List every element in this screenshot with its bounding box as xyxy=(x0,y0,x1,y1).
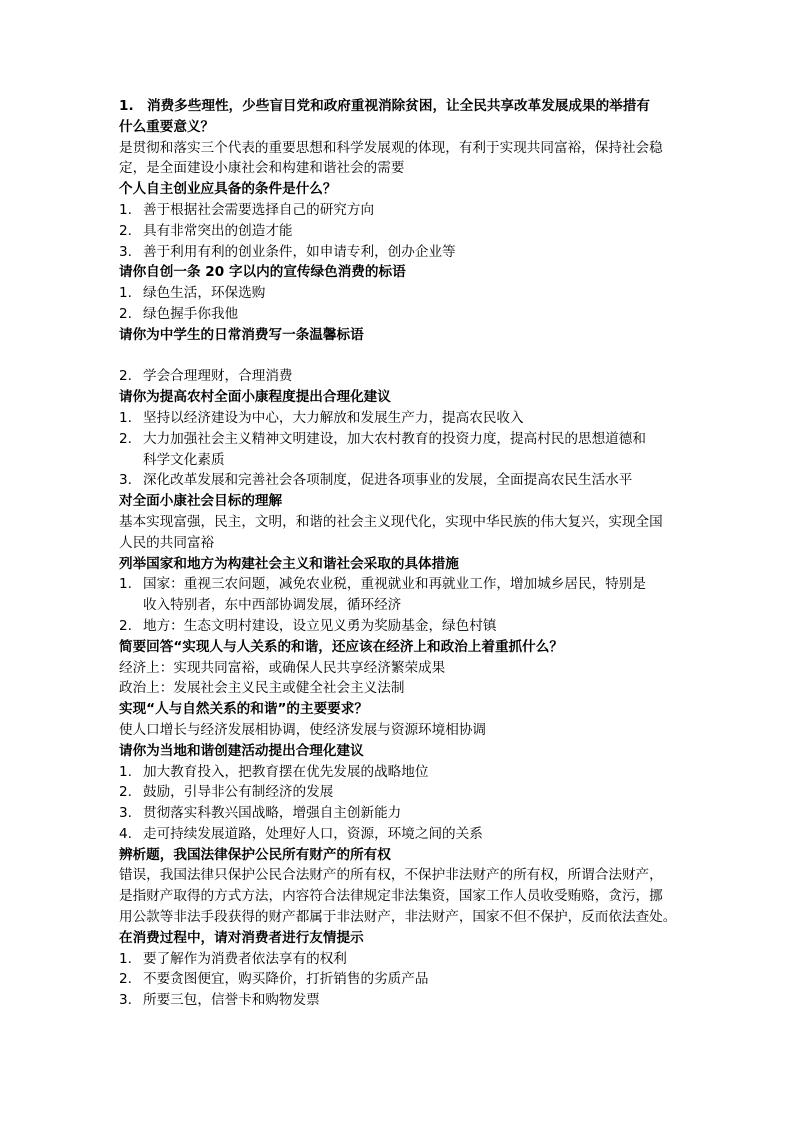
list-number: 2. xyxy=(119,305,132,322)
list-item xyxy=(119,782,679,803)
list-item xyxy=(119,949,679,970)
list-text-line-2: 科学文化素质 xyxy=(143,451,225,468)
question-8-answer-line-2: 政治上：发展社会主义民主或健全社会主义法制 xyxy=(119,680,405,697)
list-number: 1. xyxy=(119,201,132,218)
list-number: 3. xyxy=(119,472,132,489)
list-item xyxy=(119,221,679,242)
list-number: 1. xyxy=(119,409,132,426)
list-item xyxy=(119,283,679,304)
list-text: 加大教育投入，把教育摆在优先发展的战略地位 xyxy=(143,763,429,780)
question-3-title: 请你自创一条 20 字以内的宣传绿色消费的标语 xyxy=(119,264,406,281)
list-item xyxy=(119,429,679,471)
question-1-title-line-1: 消费多些理性，少些盲目党和政府重视消除贫困，让全民共享改革发展成果的举措有 xyxy=(147,98,650,114)
list-number: 3. xyxy=(119,805,132,822)
list-text: 贯彻落实科教兴国战略，增强自主创新能力 xyxy=(143,805,402,822)
question-1-title-line-2: 什么重要意义？ xyxy=(119,118,215,135)
list-number: 1. xyxy=(119,950,132,967)
question-10-title: 请你为当地和谐创建活动提出合理化建议 xyxy=(119,742,364,759)
document-body xyxy=(119,96,679,1011)
question-1-answer-line-1: 是贯彻和落实三个代表的重要思想和科学发展观的体现，有利于实现共同富裕，保持社会稳 xyxy=(119,139,663,156)
list-item xyxy=(119,990,679,1011)
list-text: 地方：生态文明村建设，设立见义勇为奖励基金，绿色村镇 xyxy=(143,617,497,634)
list-item xyxy=(119,616,679,637)
list-number: 2. xyxy=(119,784,132,801)
question-6-answer-line-2: 人民的共同富裕 xyxy=(119,534,215,551)
list-number: 1. xyxy=(119,285,132,302)
list-item xyxy=(119,200,679,221)
list-number: 2. xyxy=(119,430,132,447)
question-8-answer-line-1: 经济上：实现共同富裕，或确保人民共享经济繁荣成果 xyxy=(119,659,446,676)
list-item xyxy=(119,408,679,429)
list-text: 所要三包，信誉卡和购物发票 xyxy=(143,992,320,1009)
question-6-answer-line-1: 基本实现富强，民主，文明，和谐的社会主义现代化，实现中华民族的伟大复兴，实现全国 xyxy=(119,513,663,530)
list-item xyxy=(119,470,679,491)
question-12-title: 在消费过程中，请对消费者进行友情提示 xyxy=(119,929,364,946)
question-1-title xyxy=(119,96,679,117)
list-text: 绿色握手你我他 xyxy=(143,305,239,322)
blank-line xyxy=(119,346,679,367)
list-item xyxy=(119,824,679,845)
list-number: 3. xyxy=(119,992,132,1009)
list-text-line-2: 收入特别者，东中西部协调发展，循环经济 xyxy=(143,597,402,614)
question-5-title: 请你为提高农村全面小康程度提出合理化建议 xyxy=(119,389,391,406)
question-4-title: 请你为中学生的日常消费写一条温馨标语 xyxy=(119,326,364,343)
question-1-answer-line-2: 定，是全面建设小康社会和构建和谐社会的需要 xyxy=(119,160,405,177)
list-number: 2. xyxy=(119,222,132,239)
list-item xyxy=(119,366,679,387)
list-text: 要了解作为消费者依法享有的权利 xyxy=(143,950,347,967)
list-item xyxy=(119,803,679,824)
list-text-line-1: 国家：重视三农问题，减免农业税，重视就业和再就业工作，增加城乡居民，特别是 xyxy=(143,576,646,593)
question-11-title: 辨析题，我国法律保护公民所有财产的所有权 xyxy=(119,846,391,863)
list-text: 学会合理理财，合理消费 xyxy=(143,368,293,385)
list-number: 2. xyxy=(119,368,132,385)
question-11-answer-line-3: 用公款等非法手段获得的财产都属于非法财产，非法财产，国家不但不保护，反而依法查处。 xyxy=(119,909,677,926)
list-text: 具有非常突出的创造才能 xyxy=(143,222,293,239)
question-2-title: 个人自主创业应具备的条件是什么？ xyxy=(119,181,337,198)
list-text: 鼓励，引导非公有制经济的发展 xyxy=(143,784,334,801)
list-text: 坚持以经济建设为中心，大力解放和发展生产力，提高农民收入 xyxy=(143,409,524,426)
list-text: 不要贪图便宜，购买降价，打折销售的劣质产品 xyxy=(143,971,429,988)
list-number: 2. xyxy=(119,971,132,988)
list-number: 4. xyxy=(119,825,132,842)
list-item xyxy=(119,242,679,263)
list-item xyxy=(119,304,679,325)
list-text-line-1: 大力加强社会主义精神文明建设，加大农村教育的投资力度，提高村民的思想道德和 xyxy=(143,430,646,447)
list-item xyxy=(119,574,679,616)
list-number: 2. xyxy=(119,617,132,634)
question-7-title: 列举国家和地方为构建社会主义和谐社会采取的具体措施 xyxy=(119,555,459,572)
list-text: 绿色生活，环保选购 xyxy=(143,285,266,302)
list-text: 善于利用有利的创业条件，如申请专利，创办企业等 xyxy=(143,243,456,260)
list-item xyxy=(119,969,679,990)
list-number: 1. xyxy=(119,763,132,780)
question-11-answer-line-1: 错误，我国法律只保护公民合法财产的所有权，不保护非法财产的所有权，所谓合法财产， xyxy=(119,867,663,884)
question-9-title: 实现“人与自然关系的和谐”的主要要求？ xyxy=(119,701,368,718)
question-1-number: 1. xyxy=(119,98,134,114)
question-6-title: 对全面小康社会目标的理解 xyxy=(119,493,283,510)
list-number: 1. xyxy=(119,576,132,593)
list-text: 深化改革发展和完善社会各项制度，促进各项事业的发展，全面提高农民生活水平 xyxy=(143,472,633,489)
list-text: 善于根据社会需要选择自己的研究方向 xyxy=(143,201,375,218)
list-number: 3. xyxy=(119,243,132,260)
list-item xyxy=(119,762,679,783)
question-8-title: 简要回答“实现人与人关系的和谐，还应该在经济上和政治上着重抓什么？ xyxy=(119,638,563,655)
question-9-answer: 使人口增长与经济发展相协调，使经济发展与资源环境相协调 xyxy=(119,721,487,738)
list-text: 走可持续发展道路，处理好人口，资源，环境之间的关系 xyxy=(143,825,483,842)
question-11-answer-line-2: 是指财产取得的方式方法，内容符合法律规定非法集资，国家工作人员收受贿赂，贪污，挪 xyxy=(119,888,663,905)
